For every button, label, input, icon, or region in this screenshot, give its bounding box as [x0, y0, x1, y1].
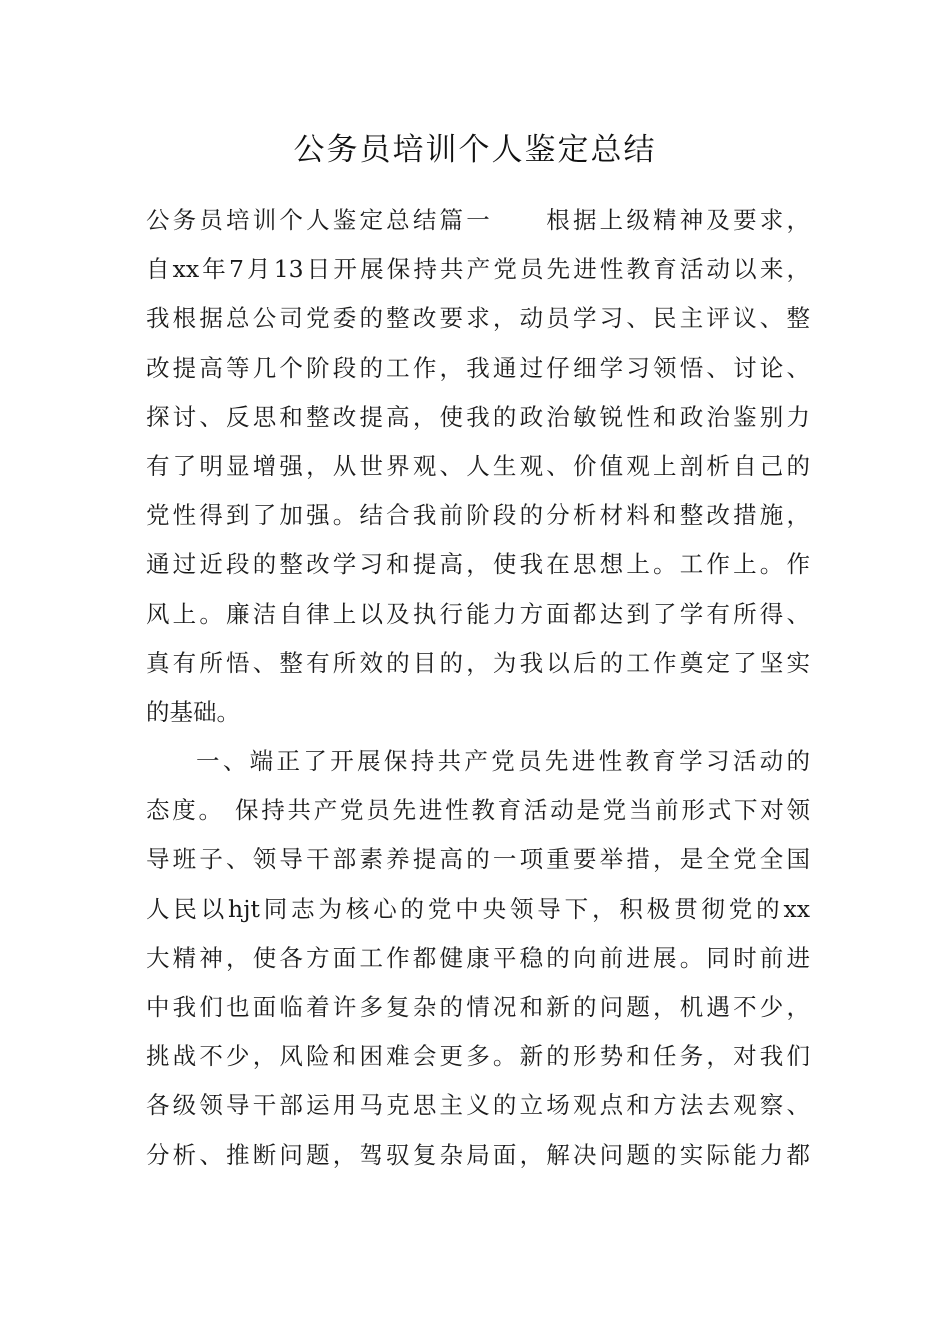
body-line: 有了明显增强，从世界观、人生观、价值观上剖析自己的 [146, 451, 810, 480]
body-line: 人民以hjt同志为核心的党中央领导下，积极贯彻党的xx [146, 894, 810, 923]
body-line: 导班子、领导干部素养提高的一项重要举措，是全党全国 [146, 845, 810, 874]
body-line: 大精神，使各方面工作都健康平稳的向前进展。同时前进 [146, 943, 810, 972]
body-line: 态度。 保持共产党员先进性教育活动是党当前形式下对领 [146, 796, 810, 825]
body-line: 风上。廉洁自律上以及执行能力方面都达到了学有所得、 [146, 599, 810, 628]
body-line: 改提高等几个阶段的工作，我通过仔细学习领悟、讨论、 [146, 353, 810, 382]
body-line: 党性得到了加强。结合我前阶段的分析材料和整改措施， [146, 501, 810, 530]
section-heading-line: 一、端正了开展保持共产党员先进性教育学习活动的 [196, 747, 810, 776]
body-line: 各级领导干部运用马克思主义的立场观点和方法去观察、 [146, 1091, 810, 1120]
body-line: 我根据总公司党委的整改要求，动员学习、民主评议、整 [146, 304, 810, 333]
body-line: 真有所悟、整有所效的目的，为我以后的工作奠定了坚实 [146, 648, 810, 677]
body-line: 公务员培训个人鉴定总结篇一 根据上级精神及要求， [146, 206, 810, 234]
body-line: 中我们也面临着许多复杂的情况和新的问题，机遇不少， [146, 993, 810, 1021]
document-title: 公务员培训个人鉴定总结 [293, 132, 657, 168]
body-line: 分析、推断问题，驾驭复杂局面，解决问题的实际能力都 [146, 1140, 810, 1169]
body-line: 的基础。 [146, 697, 240, 726]
body-line: 自xx年7月13日开展保持共产党员先进性教育活动以来， [146, 255, 810, 284]
document-body [146, 196, 810, 1180]
body-line: 挑战不少，风险和困难会更多。新的形势和任务，对我们 [146, 1042, 810, 1071]
body-line: 通过近段的整改学习和提高，使我在思想上。工作上。作 [146, 550, 810, 579]
body-line: 探讨、反思和整改提高，使我的政治敏锐性和政治鉴别力 [146, 402, 810, 431]
